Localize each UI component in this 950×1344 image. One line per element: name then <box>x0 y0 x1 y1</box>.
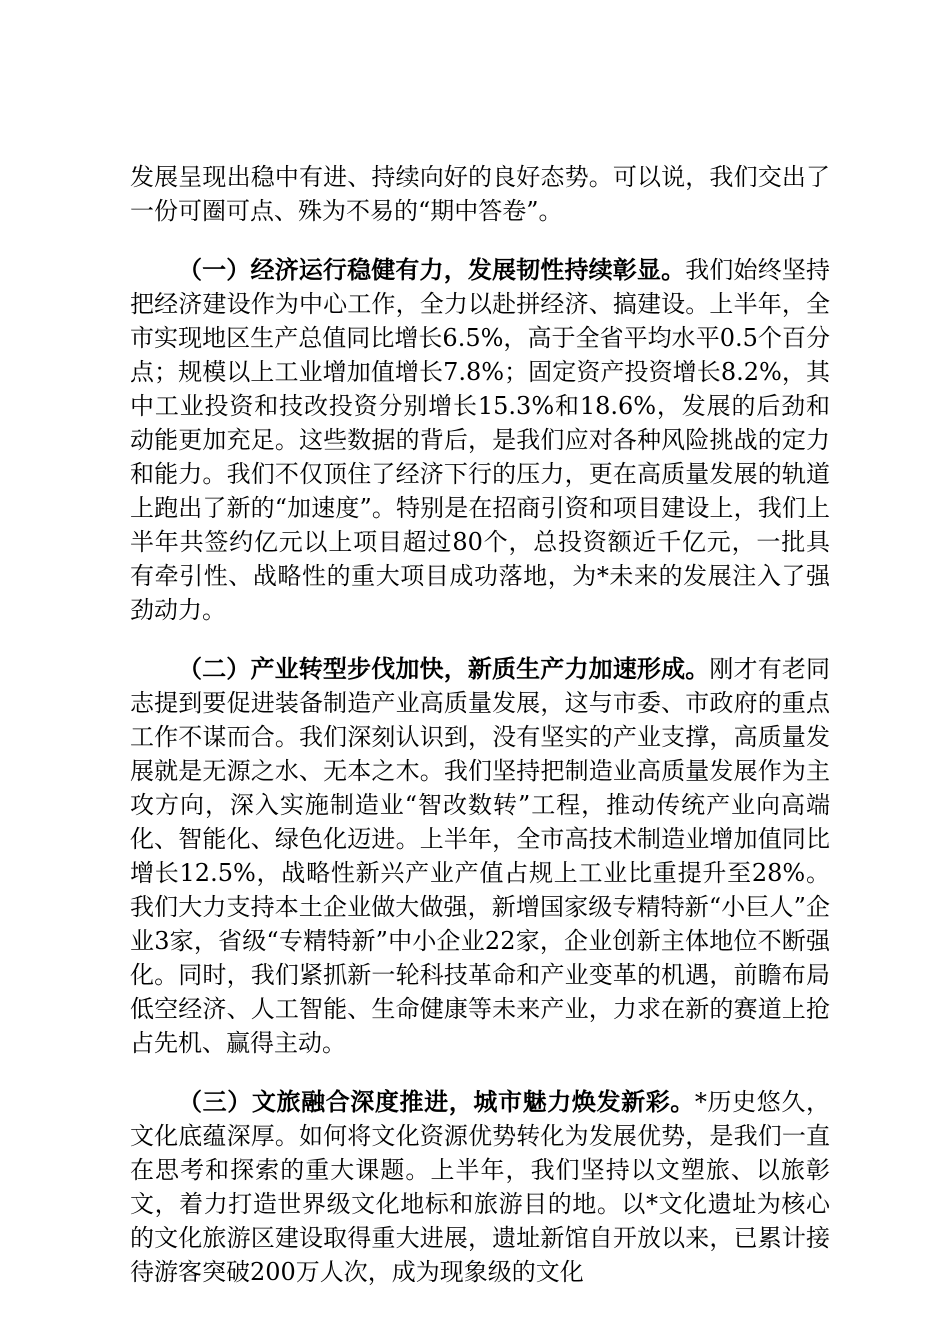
paragraph-body: *历史悠久，文化底蕴深厚。如何将文化资源优势转化为发展优势，是我们一直在思考和探索的重大课题。上半年，我们坚持以文塑旅、以旅彰文，着力打造世界级文化地标和旅游目的地。以*文化遗址为核心的文化旅游区建设取得重大进展，遗址新馆自开放以来，已累计接待游客突破200万人次，成为现象级的文化 <box>130 1088 830 1286</box>
paragraph-heading: （一）经济运行稳健有力，发展韧性持续彰显。 <box>178 256 686 284</box>
document-body <box>130 160 830 1314</box>
paragraph-heading: （二）产业转型步伐加快，新质生产力加速形成。 <box>178 655 710 683</box>
paragraph-culture-tourism <box>130 1085 830 1289</box>
paragraph-heading: （三）文旅融合深度推进，城市魅力焕发新彩。 <box>178 1088 695 1116</box>
paragraph-intro <box>130 160 830 228</box>
paragraph-body: 我们始终坚持把经济建设作为中心工作，全力以赴拼经济、搞建设。上半年，全市实现地区生产总值同比增长6.5%，高于全省平均水平0.5个百分点；规模以上工业增加值增长7.8%；固定资产投资增长8.2%，其中工业投资和技改投资分别增长15.3%和18.6%，发展的后劲和动能更加充足。这些数据的背后，是我们应对各种风险挑战的定力和能力。我们不仅顶住了经济下行的压力，更在高质量发展的轨道上跑出了新的“加速度”。特别是在招商引资和项目建设上，我们上半年共签约亿元以上项目超过80个，总投资额近千亿元，一批具有牵引性、战略性的重大项目成功落地，为*未来的发展注入了强劲动力。 <box>130 256 831 624</box>
paragraph-body: 刚才有老同志提到要促进装备制造产业高质量发展，这与市委、市政府的重点工作不谋而合。我们深刻认识到，没有坚实的产业支撑，高质量发展就是无源之水、无本之木。我们坚持把制造业高质量发展作为主攻方向，深入实施制造业“智改数转”工程，推动传统产业向高端化、智能化、绿色化迈进。上半年，全市高技术制造业增加值同比增长12.5%，战略性新兴产业产值占规上工业比重提升至28%。我们大力支持本土企业做大做强，新增国家级专精特新“小巨人”企业3家，省级“专精特新”中小企业22家，企业创新主体地位不断强化。同时，我们紧抓新一轮科技革命和产业变革的机遇，前瞻布局低空经济、人工智能、生命健康等未来产业，力求在新的赛道上抢占先机、赢得主动。 <box>130 655 831 1057</box>
paragraph-economy <box>130 253 830 627</box>
paragraph-industry <box>130 652 830 1060</box>
paragraph-body: 发展呈现出稳中有进、持续向好的良好态势。可以说，我们交出了一份可圈可点、殊为不易的“期中答卷”。 <box>130 163 830 225</box>
